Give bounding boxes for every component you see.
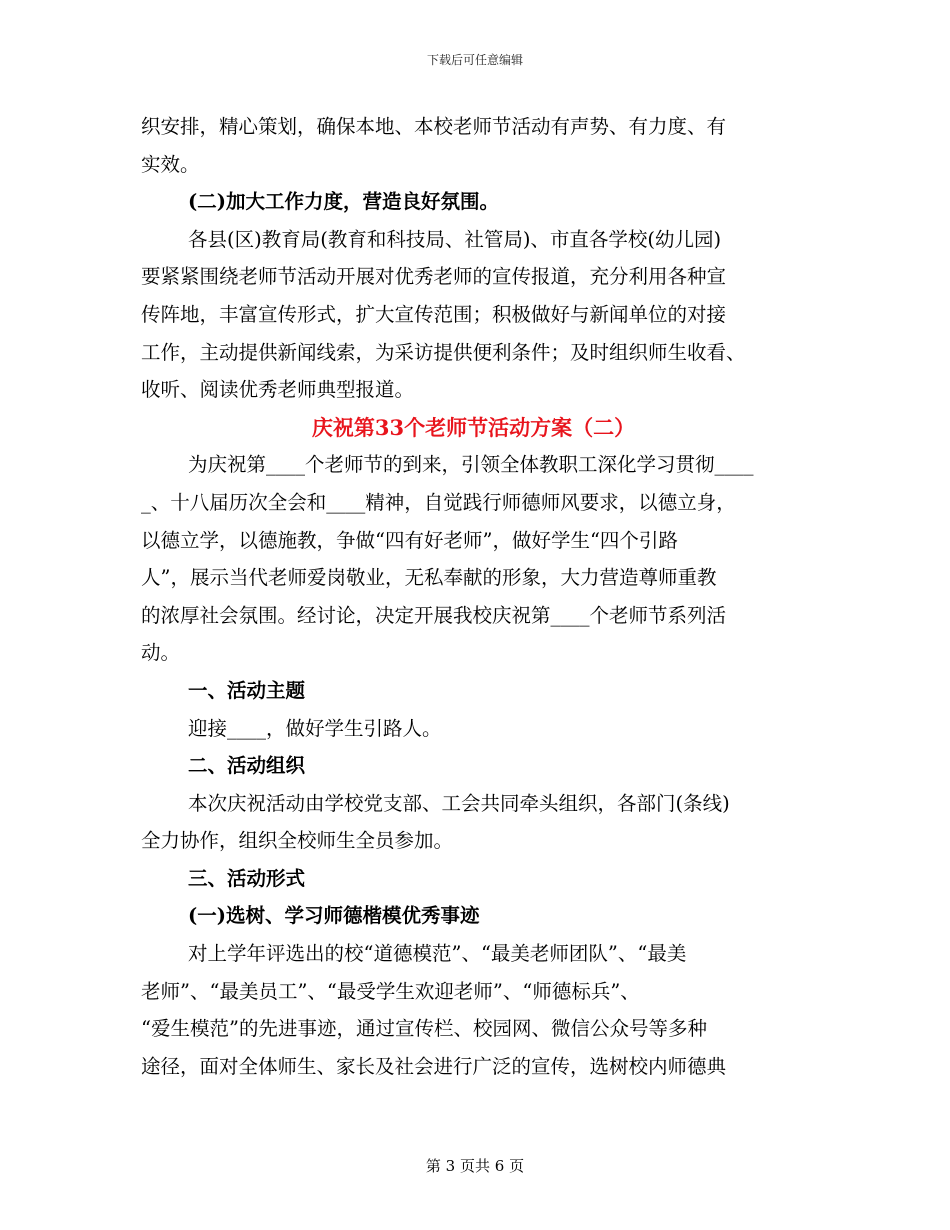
body-line: 老师”、“最美员工”、“最受学生欢迎老师”、“师德标兵”、 xyxy=(141,979,640,1003)
body-line: 传阵地，丰富宣传形式，扩大宣传范围；积极做好与新闻单位的对接 xyxy=(141,302,727,326)
body-line: 本次庆祝活动由学校党支部、工会共同牵头组织，各部门(条线) xyxy=(188,791,730,815)
body-line: 要紧紧围绕老师节活动开展对优秀老师的宣传报道，充分利用各种宣 xyxy=(141,265,727,289)
body-line: 的浓厚社会氛围。经讨论，决定开展我校庆祝第____个老师节系列活 xyxy=(141,603,727,627)
body-line: 以德立学，以德施教，争做“四有好老师”，做好学生“四个引路 xyxy=(141,528,678,552)
section-heading: (一)选树、学习师德楷模优秀事迹 xyxy=(188,904,480,928)
document-body xyxy=(141,108,806,1085)
body-line: 动。 xyxy=(141,641,181,665)
body-line: 工作，主动提供新闻线索，为采访提供便利条件；及时组织师生收看、 xyxy=(141,340,746,364)
section-heading: 一、活动主题 xyxy=(188,678,306,702)
body-line: “爱生模范”的先进事迹，通过宣传栏、校园网、微信公众号等多种 xyxy=(141,1017,707,1041)
body-line: 织安排，精心策划，确保本地、本校老师节活动有声势、有力度、有 xyxy=(141,115,727,138)
body-line: 为庆祝第____个老师节的到来，引领全体教职工深化学习贯彻____ xyxy=(188,453,754,477)
body-line: 人”，展示当代老师爱岗敬业，无私奉献的形象，大力营造尊师重教 xyxy=(141,566,717,590)
body-line: _、十八届历次全会和____精神，自觉践行师德师风要求，以德立身， xyxy=(141,490,736,514)
body-line: 各县(区)教育局(教育和科技局、社管局)、市直各学校(幼儿园) xyxy=(188,227,722,251)
body-line: 对上学年评选出的校“道德模范”、“最美老师团队”、“最美 xyxy=(188,942,687,966)
body-line: 收听、阅读优秀老师典型报道。 xyxy=(141,378,415,402)
section-heading: (二)加大工作力度，营造良好氛围。 xyxy=(188,190,499,214)
page-footer: 第 3 页共 6 页 xyxy=(425,1157,525,1175)
section-heading: 二、活动组织 xyxy=(188,754,306,778)
page-header: 下载后可任意编辑 xyxy=(426,53,523,67)
body-line: 迎接____，做好学生引路人。 xyxy=(188,716,442,740)
body-line: 全力协作，组织全校师生全员参加。 xyxy=(141,829,454,853)
document-title: 庆祝第33个老师节活动方案（二） xyxy=(311,414,636,440)
body-line: 途径，面对全体师生、家长及社会进行广泛的宣传，选树校内师德典 xyxy=(141,1054,727,1078)
body-line: 实效。 xyxy=(141,152,200,176)
section-heading: 三、活动形式 xyxy=(188,866,306,890)
